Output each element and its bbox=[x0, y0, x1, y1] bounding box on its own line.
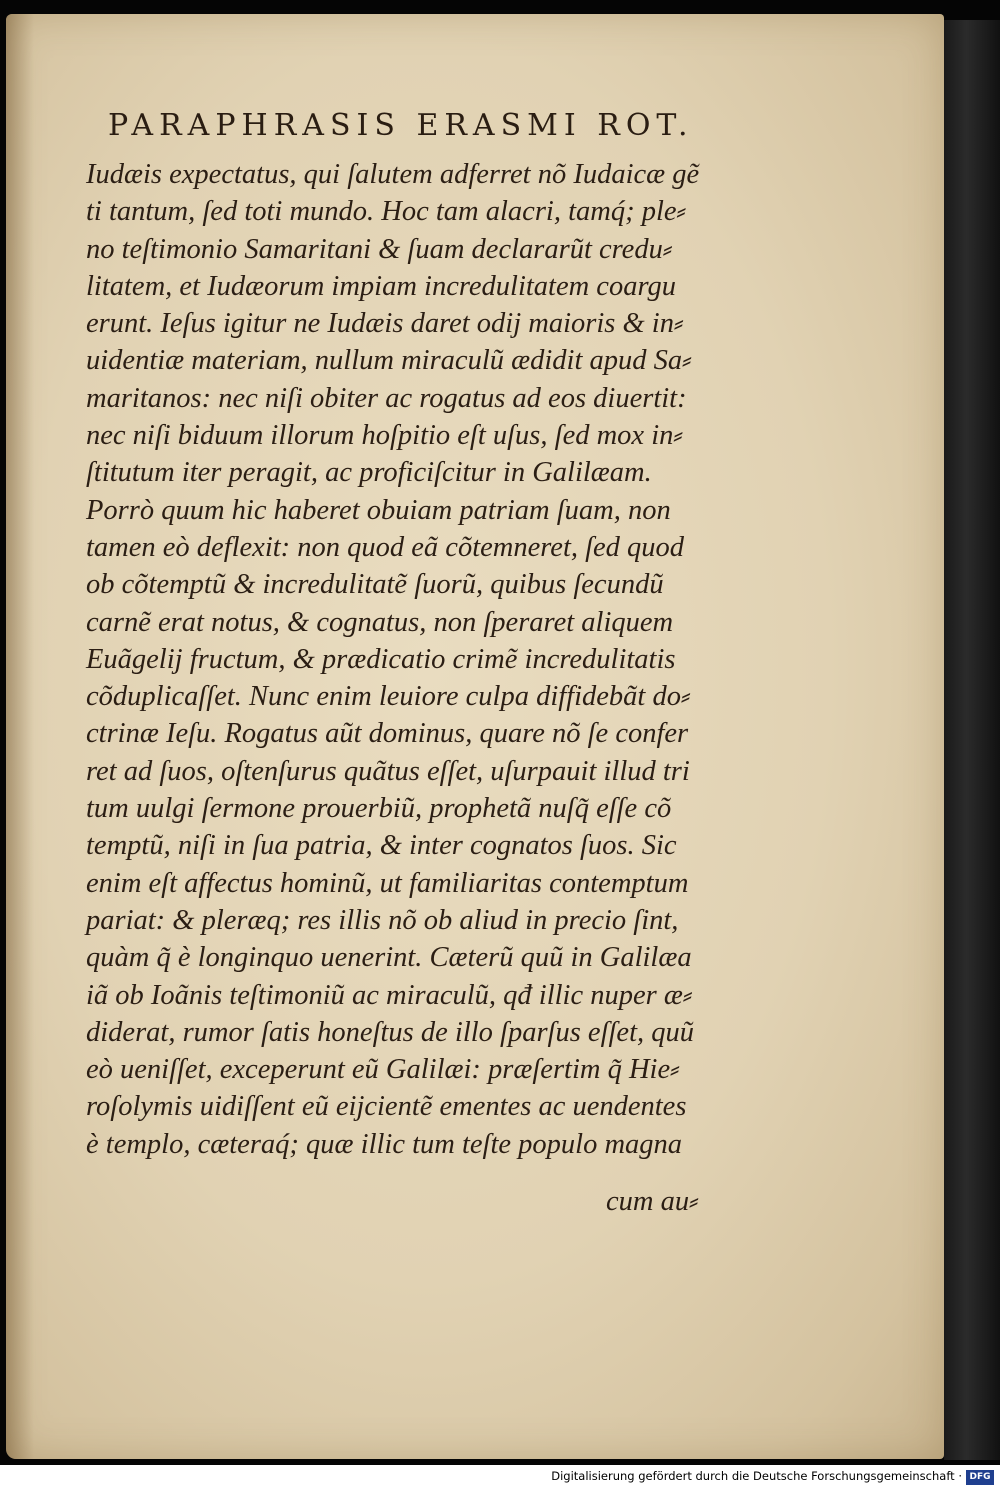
text-line: enim eſt affectus hominũ, ut familiaritas contemptum bbox=[86, 867, 689, 899]
text-line: erunt. Ieſus igitur ne Iudæis daret odij maioris & in⸗ bbox=[86, 308, 684, 340]
text-line: tum uulgi ſermone prouerbiũ, prophetã nuſq̃ eſſe cõ bbox=[86, 793, 672, 825]
text-line: ſtitutum iter peragit, ac proficiſcitur in Galilæam. bbox=[86, 457, 652, 489]
text-line: quàm q̃ è longinquo uenerint. Cæterũ quũ in Galilæa bbox=[86, 942, 692, 974]
running-head: PARAPHRASIS ERASMI ROT. bbox=[108, 108, 694, 143]
footer-bar bbox=[0, 1465, 1000, 1491]
text-line: ob cõtemptũ & incredulitatẽ ſuorũ, quibus ſecundũ bbox=[86, 569, 664, 601]
text-line: roſolymis uidiſſent eũ eijcientẽ ementes ac uendentes bbox=[86, 1091, 687, 1123]
body-text bbox=[86, 156, 718, 1163]
text-line: eò ueniſſet, exceperunt eũ Galilæi: præſertim q̃ Hie⸗ bbox=[86, 1054, 680, 1086]
text-line: litatem, et Iudæorum impiam incredulitatem coargu bbox=[86, 270, 676, 302]
text-line: tamen eò deflexit: non quod eã cõtemneret, ſed quod bbox=[86, 531, 685, 563]
catchword: cum au⸗ bbox=[606, 1186, 699, 1217]
text-line: Iudæis expectatus, qui ſalutem adferret nõ Iudaicæ gẽ bbox=[86, 159, 700, 190]
text-line: uidentiæ materiam, nullum miraculũ ædidit apud Sa⸗ bbox=[86, 345, 692, 377]
text-line: carnẽ erat notus, & cognatus, non ſperaret aliquem bbox=[86, 606, 674, 638]
text-line: maritanos: nec niſi obiter ac rogatus ad eos diuertit: bbox=[86, 382, 687, 414]
text-line: Porrò quum hic haberet obuiam patriam ſuam, non bbox=[86, 494, 671, 526]
text-line: diderat, rumor ſatis honeſtus de illo ſparſus eſſet, quũ bbox=[86, 1016, 694, 1048]
text-line: Euãgelij fructum, & prædicatio crimẽ incredulitatis bbox=[86, 643, 676, 675]
text-line: nec niſi biduum illorum hoſpitio eſt uſus, ſed mox in⸗ bbox=[86, 420, 683, 452]
text-line: ti tantum, ſed toti mundo. Hoc tam alacri, tamq́; ple⸗ bbox=[86, 196, 687, 228]
text-line: ctrinæ Ieſu. Rogatus aũt dominus, quare nõ ſe confer bbox=[86, 718, 689, 750]
text-line: cõduplicaſſet. Nunc enim leuiore culpa diffidebãt do⸗ bbox=[86, 681, 691, 713]
funding-notice: Digitalisierung gefördert durch die Deutsche Forschungsgemeinschaft · bbox=[551, 1469, 962, 1483]
text-line: temptũ, niſi in ſua patria, & inter cognatos ſuos. Sic bbox=[86, 830, 677, 862]
text-line: è templo, cæteraq́; quæ illic tum teſte populo magna bbox=[86, 1128, 683, 1160]
book-gutter bbox=[944, 20, 1000, 1460]
text-line: iã ob Ioãnis teſtimoniũ ac miraculũ, qđ illic nuper æ⸗ bbox=[86, 979, 693, 1011]
text-line: no teſtimonio Samaritani & ſuam declararũt credu⸗ bbox=[86, 233, 673, 265]
dfg-logo[interactable]: DFG bbox=[966, 1470, 994, 1485]
text-line: pariat: & pleræq; res illis nõ ob aliud in precio ſint, bbox=[86, 904, 679, 936]
text-line: ret ad ſuos, oſtenſurus quãtus eſſet, uſurpauit illud tri bbox=[86, 755, 690, 787]
